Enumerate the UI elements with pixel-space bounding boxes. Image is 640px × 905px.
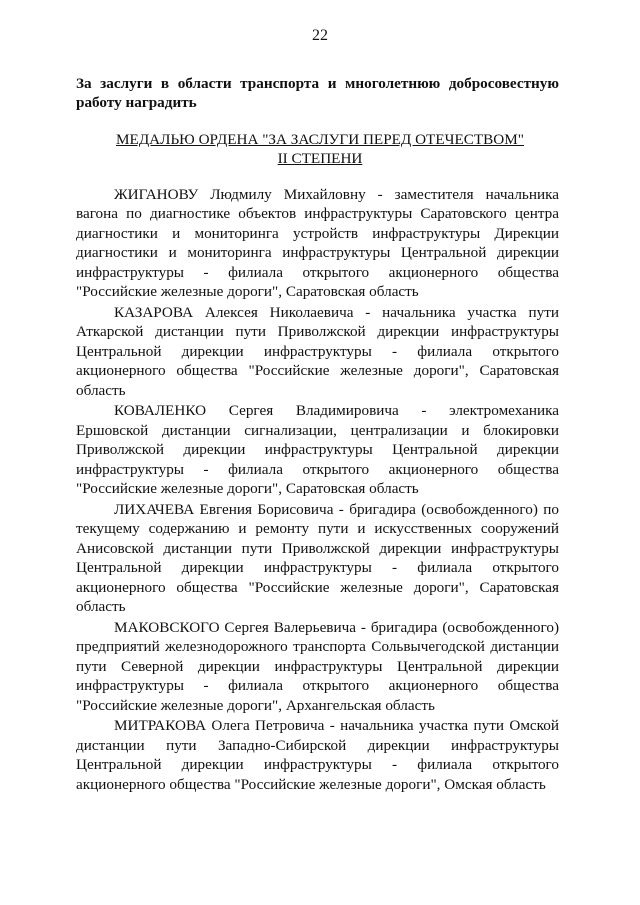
recipient-entry: КАЗАРОВА Алексея Николаевича - начальника участка пути Аткарской дистанции пути Приволжской дирекции инфраструктуры Центральной дирекции инфраструктуры - филиала открытого акционерного общества "Российские железные дороги", Саратовская область — [76, 303, 559, 399]
award-title-line-1: МЕДАЛЬЮ ОРДЕНА "ЗА ЗАСЛУГИ ПЕРЕД ОТЕЧЕСТВОМ" — [116, 131, 524, 148]
recipient-entry: МАКОВСКОГО Сергея Валерьевича - бригадира (освобожденного) предприятий железнодорожного транспорта Сольвычегодской дистанции пути Северной дирекции инфраструктуры Центральной дирекции инфраструктуры - филиала открытого акционерного общества "Российские железные дороги", Архангельская область — [76, 618, 559, 714]
recipient-entry: МИТРАКОВА Олега Петровича - начальника участка пути Омской дистанции пути Западно-Сибирской дирекции инфраструктуры Центральной дирекции инфраструктуры - филиала открытого акционерного общества "Российские железные дороги", Омская область — [76, 717, 559, 793]
recipient-list — [76, 185, 559, 796]
recipient-entry: ЖИГАНОВУ Людмилу Михайловну - заместителя начальника вагона по диагностике объектов инфраструктуры Саратовского центра диагностики и мониторинга устройств инфраструктуры Дирекции диагностики и мониторинга инфраструктуры Центральной дирекции инфраструктуры - филиала открытого акционерного общества "Российские железные дороги", Саратовская область — [76, 186, 559, 301]
recipient-entry: КОВАЛЕНКО Сергея Владимировича - электромеханика Ершовской дистанции сигнализации, централизации и блокировки Приволжской дирекции инфраструктуры Центральной дирекции инфраструктуры - филиала открытого акционерного общества "Российские железные дороги", Саратовская область — [76, 402, 559, 498]
award-title-line-2: II СТЕПЕНИ — [277, 150, 363, 167]
recipient-entry: ЛИХАЧЕВА Евгения Борисовича - бригадира (освобожденного) по текущему содержанию и ремонту пути и искусственных сооружений Анисовской дистанции пути Приволжской дирекции инфраструктуры Центральной дирекции инфраструктуры - филиала открытого акционерного общества "Российские железные дороги", Саратовская область — [76, 501, 559, 616]
page-number: 22 — [312, 27, 328, 44]
award-intro: За заслуги в области транспорта и многолетнюю добросовестную работу наградить — [76, 75, 559, 111]
award-title — [60, 130, 580, 168]
